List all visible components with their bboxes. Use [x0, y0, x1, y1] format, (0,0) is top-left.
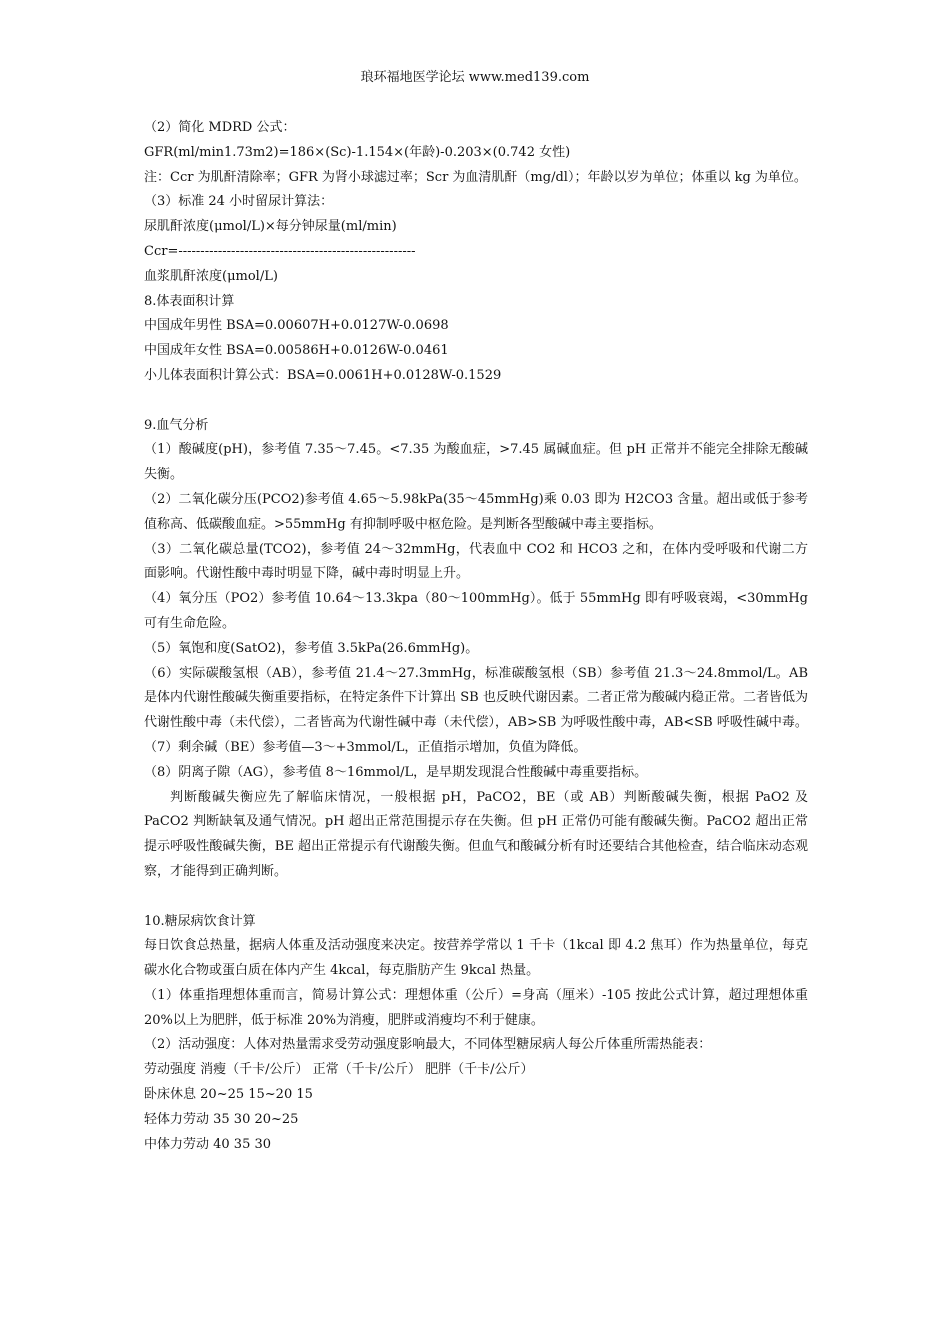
- acid-base-summary: 判断酸碱失衡应先了解临床情况，一般根据 pH，PaCO2，BE（或 AB）判断酸碱失衡，根据 PaO2 及 PaCO2 判断缺氧及通气情况。pH 超出正常范围提示存在失衡。但 pH 正常仍可能有酸碱失衡。PaCO2 超出正常提示呼吸性酸碱失衡，BE 超出正常提示有代谢酸失衡。但血气和酸碱分析有时还要结合其他检查，结合临床动态观察，才能得到正确判断。: [144, 789, 808, 879]
- diabetes-item-activity: （2）活动强度：人体对热量需求受劳动强度影响最大，不同体型糖尿病人每公斤体重所需热能表：: [144, 1037, 712, 1053]
- urine-method-heading: （3）标准 24 小时留尿计算法：: [144, 194, 334, 210]
- energy-table-header: 劳动强度 消瘦（千卡/公斤） 正常（千卡/公斤） 肥胖（千卡/公斤）: [144, 1062, 534, 1078]
- bsa-section-title: 8.体表面积计算: [144, 293, 235, 309]
- blood-gas-item-po2: （4）氧分压（PO2）参考值 10.64～13.3kpa（80～100mmHg）。低于 55mmHg 即有呼吸衰竭，<30mmHg 可有生命危险。: [144, 591, 808, 631]
- blood-gas-item-pco2: （2）二氧化碳分压(PCO2)参考值 4.65～5.98kPa(35～45mmHg)乘 0.03 即为 H2CO3 含量。超出或低于参考值称高、低碳酸血症。>55mmHg 有抑制呼吸中枢危险。是判断各型酸碱中毒主要指标。: [144, 491, 808, 532]
- mdrd-heading: （2）简化 MDRD 公式：: [144, 120, 296, 135]
- bsa-child: 小儿体表面积计算公式：BSA=0.0061H+0.0128W-0.1529: [144, 367, 502, 383]
- diabetes-intro: 每日饮食总热量，据病人体重及活动强度来决定。按营养学常以 1 千卡（1kcal 即 4.2 焦耳）作为热量单位，每克碳水化合物或蛋白质在体内产生 4kcal，每克脂肪产生 9kcal 热量。: [144, 938, 808, 979]
- blood-gas-item-ag: （8）阴离子隙（AG），参考值 8～16mmol/L，是早期发现混合性酸碱中毒重要指标。: [144, 764, 648, 780]
- diabetes-item-weight: （1）体重指理想体重而言，简易计算公式：理想体重（公斤）=身高（厘米）-105 按此公式计算，超过理想体重 20%以上为肥胖，低于标准 20%为消瘦，肥胖或消瘦均不利于健康。: [144, 987, 808, 1028]
- bsa-male: 中国成年男性 BSA=0.00607H+0.0127W-0.0698: [144, 318, 449, 334]
- blood-gas-item-sato2: （5）氧饱和度(SatO2)，参考值 3.5kPa(26.6mmHg)。: [144, 640, 479, 656]
- ccr-denominator: 血浆肌酐浓度(μmol/L): [144, 268, 278, 284]
- energy-table-row: 中体力劳动 40 35 30: [144, 1136, 272, 1152]
- blood-gas-section-title: 9.血气分析: [144, 417, 209, 433]
- blood-gas-item-tco2: （3）二氧化碳总量(TCO2)，参考值 24～32mmHg，代表血中 CO2 和 HCO3 之和，在体内受呼吸和代谢二方面影响。代谢性酸中毒时明显下降，碱中毒时明显上升。: [144, 541, 808, 582]
- ccr-fraction-line: Ccr=------------------------------------------------------: [144, 243, 416, 259]
- formula-note: 注：Ccr 为肌酐清除率；GFR 为肾小球滤过率；Scr 为血清肌酐（mg/dl）；年龄以岁为单位；体重以 kg 为单位。: [144, 169, 807, 185]
- gfr-formula: GFR(ml/min1.73m2)=186×(Sc)-1.154×(年龄)-0.203×(0.742 女性): [144, 144, 571, 160]
- page-header: 琅环福地医学论坛 www.med139.com: [360, 70, 590, 85]
- blood-gas-item-ph: （1）酸碱度(pH)，参考值 7.35～7.45。<7.35 为酸血症，>7.45 属碱血症。但 pH 正常并不能完全排除无酸碱失衡。: [144, 442, 808, 483]
- diabetes-section-title: 10.糖尿病饮食计算: [144, 913, 256, 929]
- energy-table-row: 卧床休息 20~25 15~20 15: [144, 1087, 313, 1103]
- energy-table-row: 轻体力劳动 35 30 20~25: [144, 1111, 299, 1127]
- ccr-numerator: 尿肌酐浓度(μmol/L)×每分钟尿量(ml/min): [144, 219, 397, 235]
- blood-gas-item-be: （7）剩余碱（BE）参考值—3～+3mmol/L，正值指示增加，负值为降低。: [144, 739, 587, 755]
- section-spacer: [144, 885, 808, 910]
- blood-gas-item-ab-sb: （6）实际碳酸氢根（AB），参考值 21.4～27.3mmHg，标准碳酸氢根（SB）参考值 21.3～24.8mmol/L。AB 是体内代谢性酸碱失衡重要指标，在特定条件下计算出 SB 也反映代谢因素。二者正常为酸碱内稳正常。二者皆低为代谢性酸中毒（未代偿），二者皆高为代谢性碱中毒（未代偿），AB>SB 为呼吸性酸中毒，AB<SB 呼吸性碱中毒。: [144, 665, 808, 731]
- document-body: [144, 116, 808, 1157]
- section-spacer: [144, 389, 808, 414]
- bsa-female: 中国成年女性 BSA=0.00586H+0.0126W-0.0461: [144, 343, 449, 359]
